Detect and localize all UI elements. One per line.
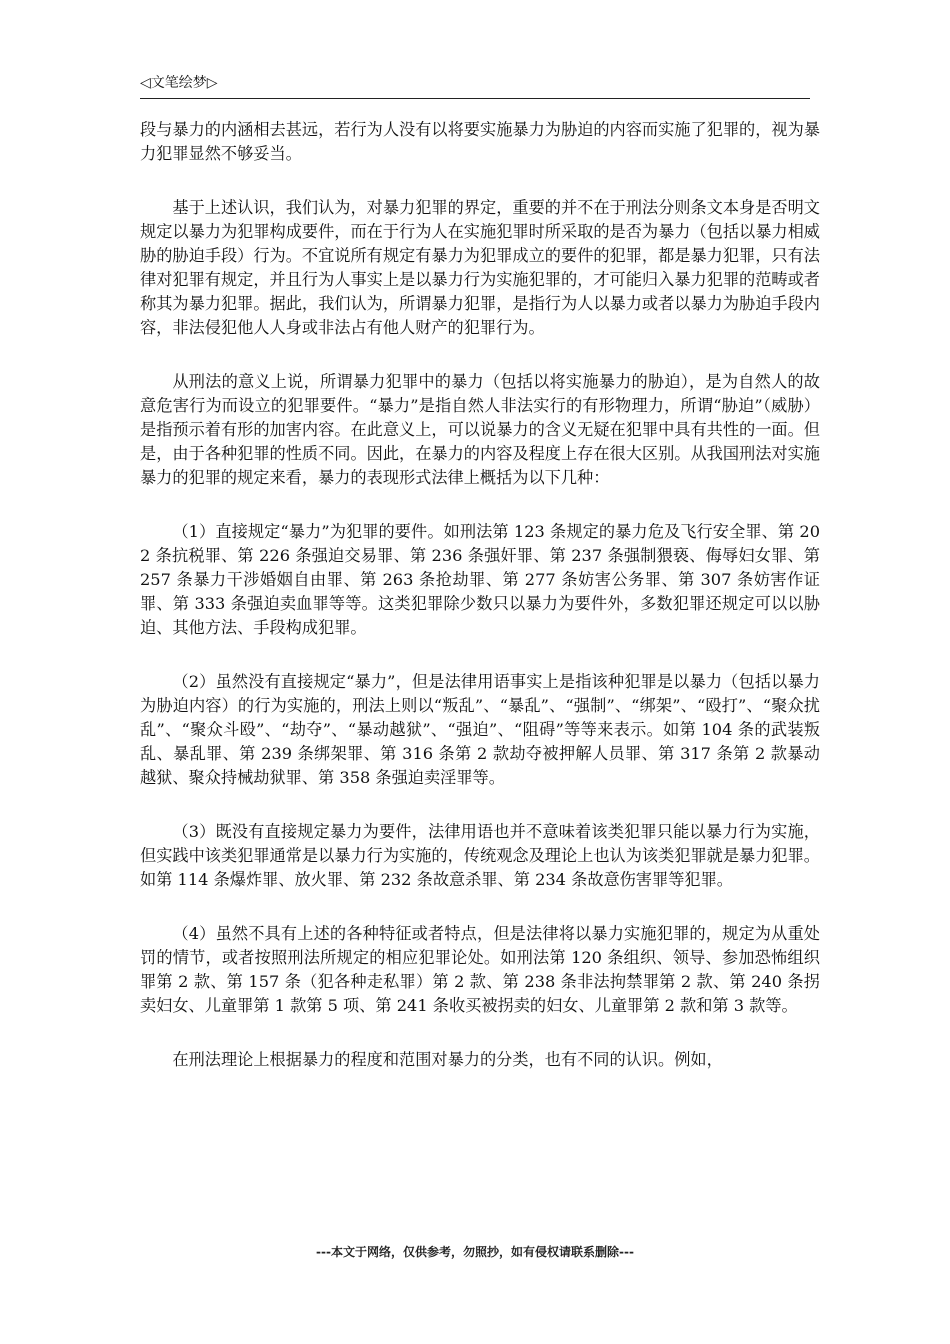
header-title (140, 74, 218, 92)
paragraph-1: 段与暴力的内涵相去甚远，若行为人没有以将要实施暴力为胁迫的内容而实施了犯罪的，视为暴力犯罪显然不够妥当。 (140, 120, 820, 163)
paragraph-3: 从刑法的意义上说，所谓暴力犯罪中的暴力（包括以将实施暴力的胁迫），是为自然人的故意危害行为而设立的犯罪要件。“暴力”是指自然人非法实行的有形物理力，所谓“胁迫”（威胁）是指预示着有形的加害内容。在此意义上，可以说暴力的含义无疑在犯罪中具有共性的一面。但是，由于各种犯罪的性质不同。因此，在暴力的内容及程度上存在很大区别。从我国刑法对实施暴力的犯罪的规定来看，暴力的表现形式法律上概括为以下几种： (140, 372, 820, 487)
left-triangle-icon: ◁ (140, 75, 151, 91)
page-footer-disclaimer: ---本文于网络，仅供参考，勿照抄，如有侵权请联系删除--- (316, 1245, 634, 1259)
paragraph-7: （4）虽然不具有上述的各种特征或者特点，但是法律将以暴力实施犯罪的，规定为从重处罚的情节，或者按照刑法所规定的相应犯罪论处。如刑法第 120 条组织、领导、参加恐怖组织罪第 2 款、第 157 条（犯各种走私罪）第 2 款、第 238 条非法拘禁罪第 2 款、第 240 条拐卖妇女、儿童罪第 1 款第 5 项、第 241 条收买被拐卖的妇女、儿童罪第 2 款和第 3 款等。 (140, 924, 820, 1015)
page-header (140, 72, 810, 99)
paragraph-8: 在刑法理论上根据暴力的程度和范围对暴力的分类，也有不同的认识。例如， (172, 1050, 723, 1069)
paragraph-6: （3）既没有直接规定暴力为要件，法律用语也并不意味着该类犯罪只能以暴力行为实施，但实践中该类犯罪通常是以暴力行为实施的，传统观念及理论上也认为该类犯罪就是暴力犯罪。如第 114 条爆炸罪、放火罪、第 232 条故意杀罪、第 234 条故意伤害罪等犯罪。 (140, 822, 820, 889)
paragraph-5: （2）虽然没有直接规定“暴力”，但是法律用语事实上是指该种犯罪是以暴力（包括以暴力为胁迫内容）的行为实施的，刑法上则以“叛乱”、“暴乱”、“强制”、“绑架”、“殴打”、“聚众扰乱”、“聚众斗殴”、“劫夺”、“暴动越狱”、“强迫”、“阻碍”等等来表示。如第 104 条的武装叛乱、暴乱罪、第 239 条绑架罪、第 316 条第 2 款劫夺被押解人员罪、第 317 条第 2 款暴动越狱、聚众持械劫狱罪、第 358 条强迫卖淫罪等。 (140, 672, 820, 787)
right-triangle-icon: ▷ (206, 75, 218, 91)
paragraph-4: （1）直接规定“暴力”为犯罪的要件。如刑法第 123 条规定的暴力危及飞行安全罪、第 202 条抗税罪、第 226 条强迫交易罪、第 236 条强奸罪、第 237 条强制猥亵、侮辱妇女罪、第 257 条暴力干涉婚姻自由罪、第 263 条抢劫罪、第 277 条妨害公务罪、第 307 条妨害作证罪、第 333 条强迫卖血罪等等。这类犯罪除少数只以暴力为要件外，多数犯罪还规定可以以胁迫、其他方法、手段构成犯罪。 (140, 522, 820, 637)
header-title-text: 文笔绘梦 (150, 75, 207, 91)
paragraph-2: 基于上述认识，我们认为，对暴力犯罪的界定，重要的并不在于刑法分则条文本身是否明文规定以暴力为犯罪构成要件，而在于行为人在实施犯罪时所采取的是否为暴力（包括以暴力相威胁的胁迫手段）行为。不宜说所有规定有暴力为犯罪成立的要件的犯罪，都是暴力犯罪，只有法律对犯罪有规定，并且行为人事实上是以暴力行为实施犯罪的，才可能归入暴力犯罪的范畴或者称其为暴力犯罪。据此，我们认为，所谓暴力犯罪，是指行为人以暴力或者以暴力为胁迫手段内容，非法侵犯他人人身或非法占有他人财产的犯罪行为。 (140, 198, 820, 337)
document-body (140, 118, 820, 1102)
